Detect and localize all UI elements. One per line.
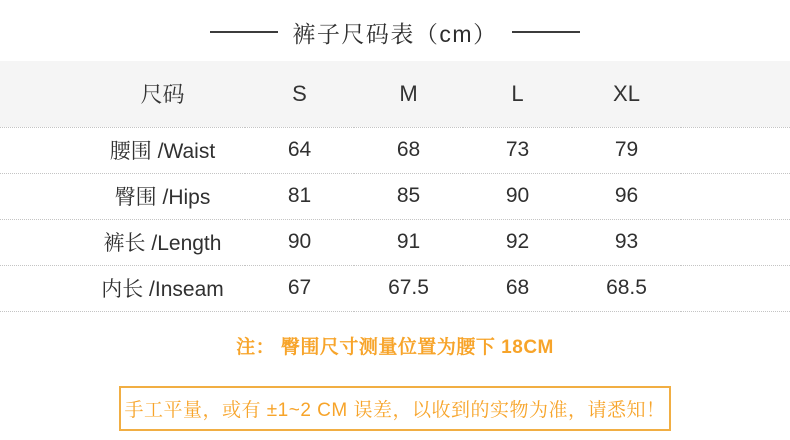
waist-s: 64 <box>287 138 312 161</box>
inseam-l: 68 <box>505 276 530 299</box>
measurement-note: 注： 臀围尺寸测量位置为腰下 18CM <box>236 336 554 358</box>
row-label-length: 裤长 /Length <box>103 232 222 255</box>
waist-filler <box>681 127 790 173</box>
hips-xl: 96 <box>614 184 639 207</box>
waist-xl: 79 <box>614 138 639 161</box>
page-title: 裤子尺码表（cm） <box>292 20 498 47</box>
inseam-m: 67.5 <box>388 276 429 299</box>
header-cell-filler <box>681 61 790 127</box>
length-m: 91 <box>396 230 421 253</box>
inseam-xl: 68.5 <box>606 276 647 299</box>
row-label-inseam: 内长 /Inseam <box>101 278 224 301</box>
length-l: 92 <box>505 230 530 253</box>
waist-m: 68 <box>396 138 421 161</box>
hips-m: 85 <box>396 184 421 207</box>
hips-s: 81 <box>287 184 312 207</box>
header-cell-s: S <box>292 80 307 106</box>
header-cell-l: L <box>511 80 524 106</box>
row-label-waist: 腰围 /Waist <box>109 140 216 163</box>
table-row-inseam <box>0 265 790 311</box>
length-filler <box>681 219 790 265</box>
table-row-length <box>0 219 790 265</box>
hips-filler <box>681 173 790 219</box>
inseam-s: 67 <box>287 276 312 299</box>
row-label-hips: 臀围 /Hips <box>114 186 211 209</box>
table-row-hips <box>0 173 790 219</box>
title-dash-right <box>512 31 580 33</box>
tolerance-notice-box: 手工平量，或有 ±1~2 CM 误差，以收到的实物为准，请悉知！ <box>119 386 671 431</box>
length-s: 90 <box>287 230 312 253</box>
length-xl: 93 <box>614 230 639 253</box>
hips-l: 90 <box>505 184 530 207</box>
header-cell-m: M <box>399 80 418 106</box>
size-table-header-row <box>0 61 790 127</box>
page-title-row <box>0 0 790 48</box>
header-cell-size-label: 尺码 <box>140 82 185 108</box>
size-table <box>0 61 790 312</box>
title-dash-left <box>210 31 278 33</box>
inseam-filler <box>681 265 790 311</box>
header-cell-xl: XL <box>613 80 640 106</box>
waist-l: 73 <box>505 138 530 161</box>
table-row-waist <box>0 127 790 173</box>
